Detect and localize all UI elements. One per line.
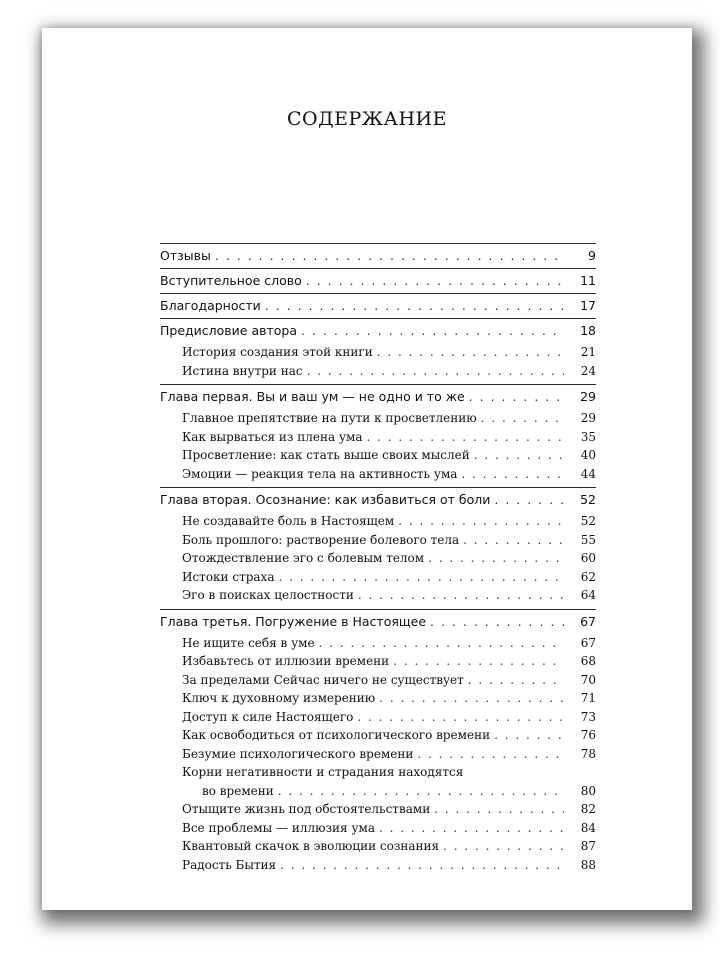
toc-subentry[interactable] [160,689,596,708]
toc-subentry-page: 82 [580,802,596,816]
toc-subentry-page: 80 [580,783,596,798]
dot-leader [280,856,564,875]
toc-entry-label: Глава вторая. Осознание: как избавиться от боли [160,492,491,507]
toc-subentry-label: Истина внутри нас [182,363,303,378]
toc-subentry-label: Квантовый скачок в эволюции сознания [182,839,440,853]
toc-entry-label: Глава первая. Вы и ваш ум — не одно и то же [160,389,465,404]
toc-subentry[interactable] [160,362,596,381]
toc-section [160,609,596,875]
toc-subentry-label: Боль прошлого: растворение болевого тела [182,532,460,547]
toc-subentry-label: Просветление: как стать выше своих мыслей [182,448,470,462]
toc-subentry-label: во времени [202,783,274,798]
dot-leader [278,782,564,801]
page-title: СОДЕРЖАНИЕ [287,108,447,130]
toc-subentry-page: 52 [580,514,596,528]
toc-entry[interactable] [160,488,596,512]
toc-subentry-label: Отыщите жизнь под обстоятельствами [182,802,431,816]
dot-leader [434,800,564,819]
toc-entry-label: Отзывы [160,248,211,263]
toc-subentry-label: Как освободиться от психологического времени [182,728,491,742]
toc-subentry-label: Не ищите себя в уме [182,635,315,650]
toc-entry[interactable] [160,269,596,293]
toc-entry[interactable] [160,610,596,634]
toc-section [160,268,596,293]
toc-entry-page: 52 [580,492,596,507]
dot-leader [430,610,564,634]
dot-leader [379,689,564,708]
toc-subentry[interactable] [160,837,596,856]
dot-leader [461,465,564,484]
toc-entry-page: 29 [580,389,596,404]
toc-subentry-page: 76 [580,728,596,742]
table-of-contents [160,243,596,874]
toc-subentry-page: 78 [580,746,596,761]
toc-subentry-page: 70 [580,672,596,687]
toc-subentry-label: Доступ к силе Настоящего [182,709,354,724]
toc-subentry-page: 67 [580,635,596,650]
dot-leader [393,652,564,671]
toc-entry-label: Вступительное слово [160,273,302,288]
toc-subentry-page: 68 [580,654,596,668]
toc-subentry[interactable] [160,343,596,362]
toc-section [160,487,596,609]
toc-subentry-page: 55 [580,532,596,547]
dot-leader [307,362,564,381]
toc-subentry-label: За пределами Сейчас ничего не существует [182,672,464,687]
toc-subentry-label: Эмоции — реакция тела на активность ума [182,466,458,481]
toc-entry[interactable] [160,319,596,343]
toc-subentry-label: Истоки страха [182,569,275,584]
toc-subentry[interactable] [160,671,596,690]
toc-subentry[interactable] [160,856,596,875]
dot-leader [474,446,564,465]
toc-subentry-page: 64 [580,588,596,602]
toc-subentry-page: 87 [580,839,596,853]
toc-subentry-label: Все проблемы — иллюзия ума [182,820,375,835]
toc-subentry-page: 73 [580,709,596,724]
toc-subentry-label: Корни негативности и страдания находятся [182,765,464,779]
toc-subentry[interactable] [160,708,596,727]
dot-leader [443,837,564,856]
toc-subentry-page: 88 [580,857,596,872]
toc-subentry-page: 35 [580,429,596,444]
toc-subentry-page: 29 [580,411,596,425]
toc-subentry[interactable] [160,512,596,531]
dot-leader [481,409,564,428]
dot-leader [278,568,564,587]
toc-subentry-label: Радость Бытия [182,857,277,872]
toc-subentry-page: 84 [580,820,596,835]
dot-leader [417,745,564,764]
dot-leader [494,726,564,745]
toc-subentry[interactable] [160,763,596,782]
toc-entry-label: Глава третья. Погружение в Настоящее [160,613,427,629]
toc-subentry-label: История создания этой книги [182,345,373,359]
toc-subentry-page: 71 [580,691,596,705]
dot-leader [367,428,564,447]
toc-entry-page: 9 [588,248,596,263]
toc-section [160,384,596,487]
toc-subentry-label: Избавьтесь от иллюзии времени [182,654,390,668]
toc-entry-page: 11 [580,273,596,288]
toc-subentry-label: Эго в поисках целостности [182,588,354,602]
toc-subentry[interactable] [160,409,596,428]
toc-subentry[interactable] [160,634,596,653]
dot-leader [215,244,564,268]
dot-leader [319,634,564,653]
dot-leader [494,488,564,512]
toc-subentry-page: 40 [580,448,596,462]
toc-subentry-continued[interactable] [160,782,596,801]
toc-subentry[interactable] [160,446,596,465]
dot-leader [301,319,564,343]
toc-entry-page: 67 [580,613,596,629]
toc-subentry[interactable] [160,428,596,447]
dot-leader [463,531,564,550]
toc-subentry-label: Главное препятствие на пути к просветлению [182,411,477,425]
toc-entry[interactable] [160,294,596,318]
toc-subentry[interactable] [160,465,596,484]
dot-leader [398,512,564,531]
dot-leader [358,586,564,605]
toc-subentry-page: 62 [580,569,596,584]
toc-section [160,318,596,384]
toc-entry-page: 18 [580,323,596,338]
toc-entry-label: Предисловие автора [160,323,298,338]
toc-subentry[interactable] [160,819,596,838]
dot-leader [428,549,564,568]
toc-subentry-page: 44 [580,466,596,481]
dot-leader [265,294,564,318]
toc-entry[interactable] [160,385,596,409]
toc-subentry-page: 60 [580,551,596,565]
toc-subentry-page: 24 [580,363,596,378]
toc-entry-page: 17 [580,298,596,313]
toc-section [160,243,596,268]
dot-leader [377,343,564,362]
toc-section [160,293,596,318]
dot-leader [379,819,564,838]
toc-subentry-label: Отождествление эго с болевым телом [182,551,425,565]
toc-subentry[interactable] [160,568,596,587]
toc-subentry[interactable] [160,652,596,671]
toc-subentry[interactable] [160,726,596,745]
dot-leader [306,269,564,293]
toc-subentry[interactable] [160,745,596,764]
toc-subentry-label: Безумие психологического времени [182,746,414,761]
toc-subentry[interactable] [160,800,596,819]
toc-entry-label: Благодарности [160,298,261,313]
dot-leader [469,385,564,409]
toc-subentry[interactable] [160,586,596,605]
dot-leader [468,671,564,690]
toc-subentry-label: Не создавайте боль в Настоящем [182,514,395,528]
toc-subentry[interactable] [160,549,596,568]
toc-subentry-label: Ключ к духовному измерению [182,691,376,705]
toc-subentry-page: 21 [580,345,596,359]
dot-leader [357,708,564,727]
toc-entry[interactable] [160,244,596,268]
book-page [42,28,692,910]
toc-subentry[interactable] [160,531,596,550]
toc-subentry-label: Как вырваться из плена ума [182,429,363,444]
